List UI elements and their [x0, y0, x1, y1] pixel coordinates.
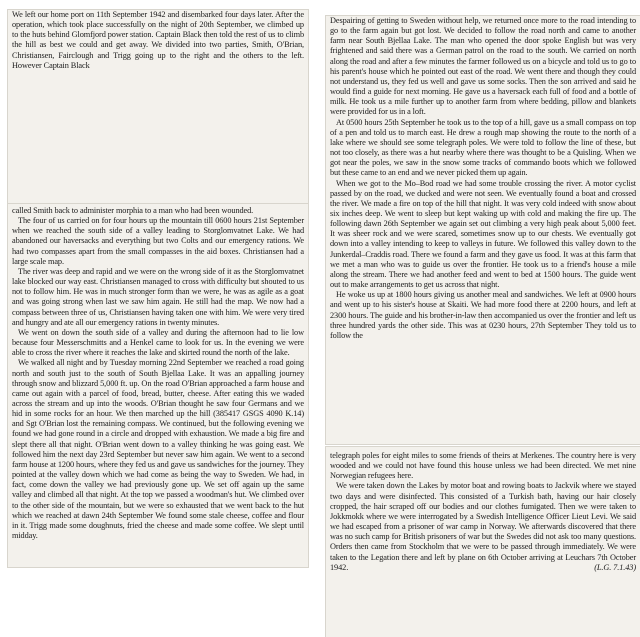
paragraph	[330, 481, 636, 572]
paragraph-text: We were taken down the Lakes by motor boat and rowing boats to Jackvik where we stayed two days and were disinfected. This consisted of a Turkish bath, having our hair closely cropped, the hair scraped off our bodies and our clothes fumigated. Then we were taken to Jokkmokk where we were interrogated by a Swedish Intelligence Officer Lieut Levi. We said we had escaped from a prisoner of war camp in Norway. We afterwards discovered that there was no such camp for British prisoners of war but the Swedes did not ask too many questions. Orders then came from Stockholm that we were to be passed through immediately. We were taken to the Legation there and left by plane on 6th October arriving at Leuchars 7th October 1942.	[330, 481, 636, 572]
text-clipping-left-top	[8, 10, 308, 203]
paragraph: He woke us up at 1800 hours giving us another meal and sandwiches. We left at 0900 hours and went up to his sister's house at Skaiti. We had more food there at 2200 hours, and left at 2300 hours. The guide and his brother-in-law then accompanied us over the frontier and left us three hundred yards the other side. This was at 0230 hours, 27th September They told us to follow the	[330, 290, 636, 340]
paragraph: When we got to the Mo–Bod road we had some trouble crossing the river. A motor cyclist passed by on the road, we ducked and were not seen. We eventually found a boat and crossed the river. We made a fire on top of the hill that night. It was very cold indeed with snow about six inches deep. We went to sleep but kept waking up with cold and making the fire up. The following dawn 26th September we again set out climbing a very high peak about 5,000 feet. It was sheer rock and we were scared, sometimes snow up to our chests. We eventually got down into a valley intending to keep to valleys in future. We followed this valley down to the Junkerdal–Craddis road. There we found a farm and they gave us food. It was at this farm that we met a man who was to guide us over the frontier. He took us to a friend's house a mile along the stream. There we had another feed and went to bed at 1500 hours. The guide went out to make arrangements to get us across that night.	[330, 178, 636, 290]
paragraph: At 0500 hours 25th September he took us to the top of a hill, gave us a small compass on top of a pen and told us to march east. He drew a rough map showing the route to the north of a lake where we should see some telegraph poles. We were told to follow the line of these, but not too closely, as there was a hut nearby where there was thought to be a Quisling. When we got near the poles, we saw in the snow some tracks of commando boots which we followed but these came to an end and we never picked them up again.	[330, 117, 636, 178]
text-clipping-right-top	[326, 16, 640, 444]
text-clipping-left-bottom	[8, 204, 308, 567]
paragraph: called Smith back to administer morphia to a man who had been wounded.	[12, 206, 254, 215]
text-clipping-right-bottom	[326, 447, 640, 637]
paragraph: telegraph poles for eight miles to some friends of theirs at Merkenes. The country here is very wooded and we could not have found this house unless we had been directed. We met nine Norwegian refugees here.	[330, 451, 636, 481]
paragraph: We left our home port on 11th September 1942 and disembarked four days later. After the operation, which took place successfully on the night of 20th September, we climbed up to the huts behind Glomfjord power station. Captain Black then told the rest of us to climb the hill as best we could and get away. We divided into two parties, Smith, O'Brian, Christiansen, Fairclough and Trigg going up to the right and the others to the left. However Captain Black	[12, 10, 304, 70]
paragraph: Despairing of getting to Sweden without help, we returned once more to the road intending to go to the farm again but got lost. We decided to follow the road north and came to another farm near South Bjellaa Lake. The man who opened the door spoke English but was very frightened and said there was a German patrol on the road to the south. We carried on north along the road and after a few minutes the farmer followed us on a bicycle and told us to go to his parent's house which he pointed out east of the road. We went there and though they could not understand us, they fed us well and gave us some socks. Then the son arrived and said he would find a guide for next morning. He gave us a haversack each full of food and a bottle of milk. He took us a mile further up to another farm from where bedding, pillow and blankets were provided for us in a loft.	[330, 16, 636, 117]
paragraph: The four of us carried on for four hours up the mountain till 0600 hours 21st September when we reached the south side of a valley leading to Storglomvatnet Lake. We had abandoned our haversacks and everything but two Colts and our emergency rations. We had two compasses apart from the small compasses in the aid boxes. Christiansen had a large scale map.	[12, 216, 304, 266]
paragraph: We went on down the south side of a valley and during the afternoon had to lie low because four Messerschmitts and a Henkel came to look for us. In the evening we were able to cross the river where it reaches the lake and skirted round the north of the lake.	[12, 327, 304, 358]
paragraph: The river was deep and rapid and we were on the wrong side of it as the Storglomvatnet lake blocked our way east. Christiansen managed to cross with difficulty but shouted to us not to follow him. He was in much stronger form than we were, he was as agile as a goat and was going strong when last we saw him again. He still had the map. We now had a compass between three of us, Christiansen having taken one with him. We were very tired and hungry and ate all our emergency rations in twenty minutes.	[12, 266, 304, 327]
gazette-reference: (L.G. 7.1.43)	[594, 562, 636, 572]
paragraph: We walked all night and by Tuesday morning 22nd September we reached a road going north and south just to the south of South Bjellaa Lake. It was an appalling journey through snow and blizzard 5,000 ft. up. On the road O'Brian approached a farm house and came out again with a parcel of food, bread, butter, cheese. After eating this we waded across the stream and up into the woods. O'Brian thought he saw four Germans and we hid in some rocks for an hour. We then marched up the hill (385417 GSGS 4090 K.14) and Sgt O'Brian lost the remaining compass. We continued, but the following evening we found we had gone round in a circle and dropped with exhaustion. We made a big fire and slept there all that night. O'Brian went down to a valley thinking he was going east. We followed him the next day 23rd September but never saw him again. We went to a second farm house at 1200 hours, where they fed us and gave us sandwiches for the journey. They pointed at the valley down which we had come as being the way to Sweden. We had, in fact, come down the valley we had previously gone up. We set off again up the same valley and climbed all that night. At the top we passed a woodman's hut. We climbed over to the other side of the mountain, but we were so exhausted that we went back to the hut which we reached at dawn 24th September We found some stale cheese, coffee and flour in it. Trigg made some doughnuts, fried the cheese and made some coffee. We slept until midday.	[12, 358, 304, 540]
